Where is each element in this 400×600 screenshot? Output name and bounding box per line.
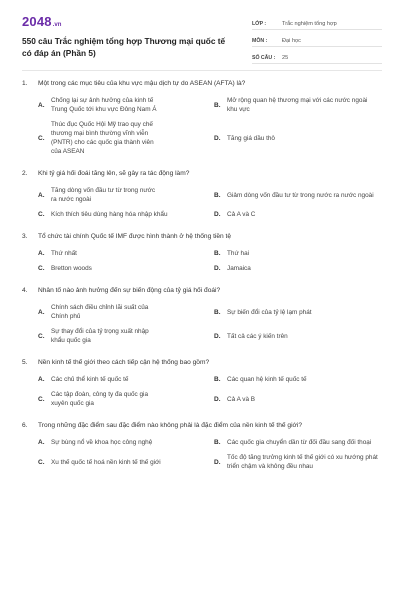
- meta-label: LỚP :: [252, 20, 267, 27]
- meta-value: Đại học: [282, 37, 301, 44]
- answer-text: Cả A và B: [227, 395, 256, 403]
- answer-option-a[interactable]: [38, 186, 206, 204]
- question-5: [22, 358, 382, 408]
- question-number: 6.: [22, 422, 28, 429]
- answer-option-a[interactable]: [38, 375, 206, 384]
- answer-text: Thứ hai: [227, 250, 250, 257]
- answer-letter: A.: [38, 191, 45, 199]
- header-divider: [22, 70, 382, 71]
- question-text: Trong những đặc điểm sau đặc điểm nào không phải là đặc điểm của nền kinh tế thế giới?: [38, 422, 302, 429]
- document-title: 550 câu Trắc nghiệm tổng hợp Thương mại quốc tế có đáp án (Phần 5): [22, 36, 226, 58]
- answer-letter: C.: [38, 134, 45, 142]
- answer-letter: C.: [38, 395, 45, 403]
- answer-text: Cả A và C: [227, 211, 256, 218]
- question-header: [22, 286, 382, 295]
- answer-option-a[interactable]: [38, 249, 206, 258]
- answer-text: Tất cả các ý kiến trên: [227, 332, 288, 340]
- brand: [22, 14, 227, 59]
- answer-text: Sự biến đổi của tỷ lệ lạm phát: [227, 308, 312, 316]
- logo-suffix-text: .vn: [52, 22, 62, 28]
- header: [22, 14, 382, 64]
- question-text: Nhân tố nào ảnh hưởng đến sự biến động của tỷ giá hối đoái?: [38, 287, 221, 294]
- answer-letter: B.: [214, 308, 221, 316]
- answer-text: Thứ nhất: [51, 250, 77, 257]
- answer-letter: D.: [214, 211, 221, 218]
- answer-letter: A.: [38, 101, 45, 109]
- answer-options: [22, 303, 382, 345]
- answer-letter: B.: [214, 101, 221, 109]
- question-number: 5.: [22, 359, 28, 366]
- answer-letter: D.: [214, 134, 221, 142]
- answer-option-d[interactable]: [214, 120, 382, 156]
- answer-letter: D.: [214, 458, 221, 466]
- answer-options: [22, 375, 382, 408]
- meta-value: Trắc nghiệm tổng hợp: [282, 20, 337, 27]
- answer-text: Chống lại sự ảnh hưởng của kinh tế Trung Quốc tới khu vực Đông Nam Á: [51, 97, 157, 113]
- answer-option-c[interactable]: [38, 210, 206, 219]
- question-number: 3.: [22, 233, 28, 240]
- answer-option-d[interactable]: [214, 327, 382, 345]
- answer-letter: B.: [214, 191, 221, 199]
- meta-info: [252, 16, 382, 64]
- question-text: Tổ chức tài chính Quốc tế IMF được hình thành ở hệ thống tiền tệ: [38, 233, 232, 240]
- answer-option-c[interactable]: [38, 453, 206, 471]
- answer-option-b[interactable]: [214, 249, 382, 258]
- site-logo[interactable]: [22, 14, 227, 29]
- answer-option-b[interactable]: [214, 375, 382, 384]
- answer-options: [22, 96, 382, 156]
- answer-text: Thúc đục Quốc Hội Mỹ trao quy chế thương mại bình thường vĩnh viễn (PNTR) cho các quốc gia thành viên của ASEAN: [51, 121, 154, 155]
- answer-letter: B.: [214, 439, 221, 446]
- answer-option-d[interactable]: [214, 264, 382, 273]
- answer-text: Các tập đoàn, công ty đa quốc gia xuyên quốc gia: [51, 391, 148, 407]
- answer-option-d[interactable]: [214, 210, 382, 219]
- answer-options: [22, 438, 382, 471]
- question-header: [22, 169, 382, 178]
- answer-text: Sự thay đổi của tỷ trọng xuất nhập khẩu quốc gia: [51, 328, 149, 344]
- answer-letter: D.: [214, 395, 221, 403]
- meta-row-subject: [252, 33, 382, 47]
- answer-option-a[interactable]: [38, 438, 206, 447]
- question-number: 1.: [22, 80, 28, 87]
- meta-value: 25: [282, 54, 289, 61]
- answer-text: Tăng giá dầu thô: [227, 134, 275, 142]
- answer-text: Giảm dòng vốn đầu tư từ trong nước ra nước ngoài: [227, 191, 374, 199]
- answer-option-c[interactable]: [38, 120, 206, 156]
- question-6: [22, 421, 382, 471]
- answer-text: Các chủ thể kinh tế quốc tế: [51, 376, 129, 383]
- answer-letter: A.: [38, 250, 45, 257]
- answer-text: Jamaica: [227, 265, 251, 272]
- question-4: [22, 286, 382, 345]
- answer-letter: C.: [38, 265, 45, 272]
- answer-text: Các quốc gia chuyển dần từ đối đầu sang đối thoại: [227, 439, 372, 446]
- answer-text: Sự bùng nổ về khoa học công nghệ: [51, 439, 153, 446]
- answer-letter: A.: [38, 376, 45, 383]
- answer-text: Tăng dòng vốn đầu tư từ trong nước ra nước ngoài: [51, 187, 156, 203]
- answer-letter: A.: [38, 308, 45, 316]
- answer-options: [22, 186, 382, 219]
- question-header: [22, 358, 382, 367]
- answer-text: Xu thế quốc tế hoá nền kinh tế thế giới: [51, 458, 161, 466]
- question-number: 2.: [22, 170, 28, 177]
- meta-row-count: [252, 50, 382, 64]
- question-text: Một trong các mục tiêu của khu vực mậu dịch tự do ASEAN (AFTA) là?: [38, 80, 246, 87]
- question-list: [22, 79, 382, 484]
- answer-text: Mở rộng quan hệ thương mại với các nước ngoài khu vực: [227, 97, 368, 113]
- answer-option-d[interactable]: [214, 453, 382, 471]
- meta-label: SỐ CÂU :: [252, 54, 276, 61]
- answer-option-c[interactable]: [38, 390, 206, 408]
- answer-letter: C.: [38, 332, 45, 340]
- question-header: [22, 79, 382, 88]
- answer-option-b[interactable]: [214, 438, 382, 447]
- question-3: [22, 232, 382, 273]
- answer-option-b[interactable]: [214, 303, 382, 321]
- answer-letter: C.: [38, 211, 45, 218]
- answer-option-a[interactable]: [38, 303, 206, 321]
- answer-text: Các quan hệ kinh tế quốc tế: [227, 376, 307, 383]
- answer-text: Bretton woods: [51, 265, 92, 272]
- answer-option-c[interactable]: [38, 264, 206, 273]
- question-text: Nền kinh tế thế giới theo cách tiếp cận hệ thống bao gồm?: [38, 359, 210, 366]
- answer-option-d[interactable]: [214, 390, 382, 408]
- answer-option-c[interactable]: [38, 327, 206, 345]
- answer-option-b[interactable]: [214, 96, 382, 114]
- question-2: [22, 169, 382, 219]
- question-1: [22, 79, 382, 156]
- answer-letter: D.: [214, 332, 221, 340]
- answer-letter: B.: [214, 376, 221, 383]
- answer-text: Tốc độ tăng trưởng kinh tế thế giới có xu hướng phát triển chậm và không đều nhau: [227, 454, 378, 470]
- answer-letter: B.: [214, 250, 221, 257]
- question-header: [22, 421, 382, 430]
- question-text: Khi tỷ giá hối đoái tăng lên, sẽ gây ra tác động làm?: [38, 170, 190, 177]
- logo-main-text: 2048: [22, 14, 52, 29]
- answer-text: Kích thích tiêu dùng hàng hóa nhập khẩu: [51, 211, 168, 218]
- meta-label: MÔN :: [252, 37, 268, 44]
- answer-options: [22, 249, 382, 273]
- question-header: [22, 232, 382, 241]
- answer-letter: D.: [214, 265, 221, 272]
- meta-row-class: [252, 16, 382, 30]
- answer-option-a[interactable]: [38, 96, 206, 114]
- answer-option-b[interactable]: [214, 186, 382, 204]
- answer-letter: C.: [38, 458, 45, 466]
- answer-text: Chính sách điều chỉnh lãi suất của Chính phủ: [51, 304, 149, 320]
- answer-letter: A.: [38, 439, 45, 446]
- question-number: 4.: [22, 287, 28, 294]
